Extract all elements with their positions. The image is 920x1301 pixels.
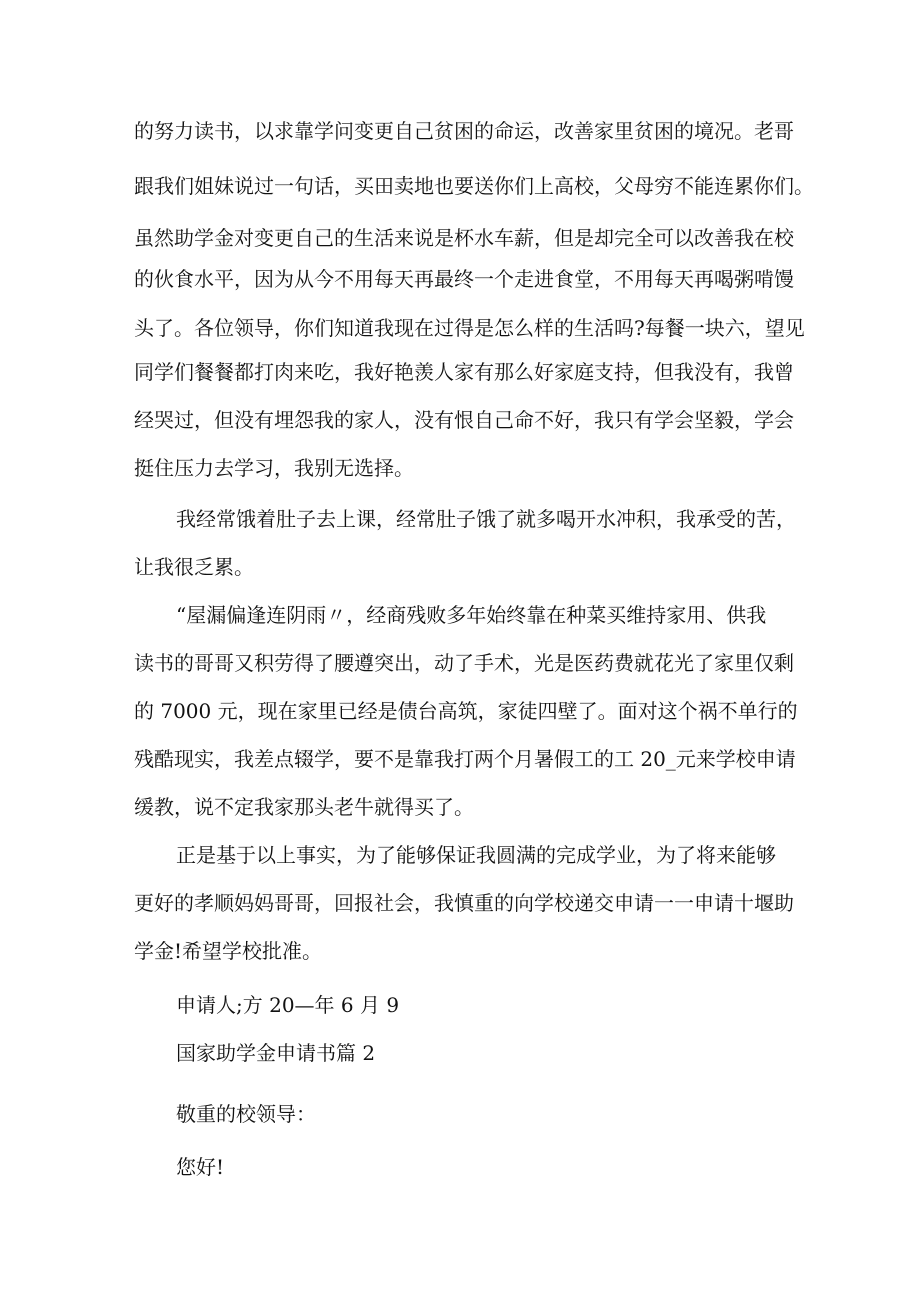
- paragraph-3-line-4: 残酷现实，我差点辍学，要不是靠我打两个月暑假工的工 20_元来学校申请: [134, 747, 796, 771]
- paragraph-4-line-3: 学金!希望学校批准。: [134, 939, 323, 963]
- paragraph-3-line-1: “屋漏偏逢连阴雨〃，经商残败多年始终靠在种菜买维持家用、供我: [176, 603, 767, 627]
- paragraph-4-line-2: 更好的孝顺妈妈哥哥，回报社会，我慎重的向学校递交申请一一申请十堰助: [134, 891, 794, 915]
- paragraph-1-line-8: 挺住压力去学习，我别无选择。: [134, 456, 414, 480]
- paragraph-4-line-1: 正是基于以上事实，为了能够保证我圆满的完成学业，为了将来能够: [176, 843, 776, 867]
- paragraph-2-line-2: 让我很乏累。: [134, 555, 254, 579]
- paragraph-1-line-2: 跟我们姐妹说过一句话，买田卖地也要送你们上高校，父母穷不能连累你们。: [134, 174, 814, 198]
- paragraph-3-line-5: 缓教，说不定我家那头老牛就得买了。: [134, 795, 474, 819]
- paragraph-3-line-2: 读书的哥哥又积劳得了腰遵突出，动了手术，光是医药费就花光了家里仅剩: [134, 651, 794, 675]
- paragraph-1-line-7: 经哭过，但没有埋怨我的家人，没有恨自己命不好，我只有学会坚毅，学会: [134, 408, 794, 432]
- paragraph-1-line-6: 同学们餐餐都打肉来吃，我好艳羡人家有那么好家庭支持，但我没有，我曾: [134, 360, 794, 384]
- paragraph-1-line-5: 头了。各位领导，你们知道我现在过得是怎么样的生活吗?每餐一块六，望见: [134, 316, 805, 340]
- salutation: 敬重的校领导：: [176, 1102, 316, 1126]
- paragraph-1-line-3: 虽然助学金对变更自己的生活来说是杯水车薪，但是却完全可以改善我在校: [134, 226, 794, 250]
- greeting: 您好!: [176, 1155, 225, 1179]
- paragraph-2-line-1: 我经常饿着肚子去上课，经常肚子饿了就多喝开水冲积，我承受的苦，: [176, 507, 796, 531]
- paragraph-3-line-3: 的 7000 元，现在家里已经是债台高筑，家徒四壁了。面对这个祸不单行的: [134, 699, 798, 723]
- signature-line: 申请人;方 20—年 6 月 9: [176, 993, 400, 1017]
- paragraph-1-line-1: 的努力读书，以求靠学问变更自己贫困的命运，改善家里贫困的境况。老哥: [134, 119, 794, 143]
- section-heading: 国家助学金申请书篇 2: [176, 1041, 376, 1065]
- paragraph-1-line-4: 的伙食水平，因为从今不用每天再最终一个走进食堂，不用每天再喝粥啃馒: [134, 267, 794, 291]
